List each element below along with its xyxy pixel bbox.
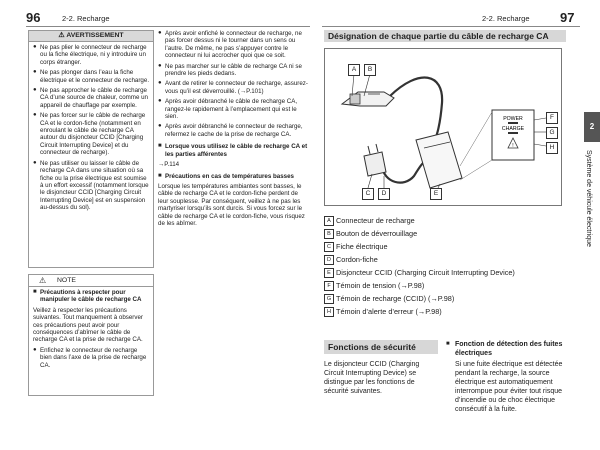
legend-item: H Témoin d’alerte d’erreur (→P.98) xyxy=(324,306,570,319)
note-content xyxy=(29,287,153,369)
middle-item: ● Avant de retirer le connecteur de recharge, assurez-vous qu’il est déverrouillé. (→P.101) xyxy=(158,80,308,95)
middle-ref-link[interactable]: →P.114 xyxy=(158,161,180,169)
note-icon: ⚠ xyxy=(39,276,47,285)
middle-item: ● Ne pas marcher sur le câble de recharge CA ni se prendre les pieds dedans. xyxy=(158,63,308,78)
legend-item: C Fiche électrique xyxy=(324,241,570,254)
chapter-tab[interactable]: 2 xyxy=(584,112,600,142)
warning-item: ● Ne pas approcher le câble de recharge CA d’une source de chaleur, comme un appareil de chauffage par exemple. xyxy=(33,87,150,109)
leader-a xyxy=(352,74,354,96)
legend-item: A Connecteur de recharge xyxy=(324,215,570,228)
middle-column xyxy=(158,30,308,227)
power-lamp xyxy=(508,122,518,124)
note-item: ● Enfichez le connecteur de recharge bien dans l’axe de la prise de recharge CA. xyxy=(33,347,150,369)
charge-label: CHARGE xyxy=(501,126,525,132)
svg-text:!: ! xyxy=(512,143,514,149)
callout-h: H xyxy=(546,142,558,154)
parts-legend xyxy=(324,215,570,319)
zoom-line-bottom xyxy=(460,160,492,180)
right-header-rule xyxy=(322,26,580,27)
left-page-number: 96 xyxy=(26,10,41,25)
legend-item: B Bouton de déverrouillage xyxy=(324,228,570,241)
leader-f xyxy=(534,118,546,120)
right-section-title: 2-2. Recharge xyxy=(482,14,530,23)
power-plug xyxy=(364,144,386,176)
legend-item: F Témoin de tension (→P.98) xyxy=(324,280,570,293)
middle-heading-cable: ■ Lorsque vous utilisez le câble de recharge CA et les parties afférentes xyxy=(158,143,308,158)
note-header xyxy=(29,275,153,287)
middle-heading-cold: ■ Précautions en cas de températures basses xyxy=(158,173,308,180)
warning-list xyxy=(29,42,153,212)
legend-item: D Cordon-fiche xyxy=(324,254,570,267)
callout-d: D xyxy=(378,188,390,200)
legend-item: G Témoin de recharge (CCID) (→P.98) xyxy=(324,293,570,306)
callout-a: A xyxy=(348,64,360,76)
ccid-box xyxy=(416,132,462,188)
middle-body-cold: Lorsque les températures ambiantes sont basses, le câble de recharge CA et le cordon-fiche perdent de leur souplesse. Par conséquent, veillez à ne pas les martyriser lorsqu’ils sont durcis. Si vous forcez sur le câble de recharge CA et le cordon-fiche, vous risquez de les abîmer. xyxy=(158,182,305,227)
warning-icon: ⚠ xyxy=(58,32,65,39)
note-subtitle: ■ Précautions à respecter pour manipuler le câble de recharge CA xyxy=(33,289,150,304)
diagram-title: Désignation de chaque partie du câble de recharge CA xyxy=(324,30,566,42)
power-label: POWER xyxy=(503,116,523,122)
leak-heading: ■ Fonction de détection des fuites électriques xyxy=(446,340,572,358)
middle-item: ● Après avoir débranché le connecteur de recharge, refermez le cache de la prise de recharge CA. xyxy=(158,123,308,138)
charging-connector xyxy=(342,92,394,106)
leak-body: Si une fuite électrique est détectée pendant la recharge, la source électrique est automatiquement interrompue pour éviter tout risque d’incendie ou de choc électrique consécutif à la fuite. xyxy=(455,361,563,413)
callout-b: B xyxy=(364,64,376,76)
note-title: NOTE xyxy=(57,277,76,284)
callout-g: G xyxy=(546,127,558,139)
cable-plug-cord xyxy=(382,158,428,183)
warning-box xyxy=(28,30,154,268)
middle-item: ● Après avoir débranché le câble de recharge CA, rangez-le rapidement à l’emplacement qui est le sien. xyxy=(158,98,308,120)
zoom-line-top xyxy=(460,112,492,166)
warning-item: ● Ne pas utiliser ou laisser le câble de recharge CA dans une situation où sa fiche ou la prise électrique est soumise à un effort excessif (notamment lorsque le disjoncteur CCID [Charging Circuit Interrupting Device] est en suspension au-dessus du sol). xyxy=(33,160,150,212)
note-body: Veillez à respecter les précautions suivantes. Tout manquement à observer ces précautions peut avoir pour conséquences d’abîmer le câble de recharge CA et la prise de recharge CA. xyxy=(33,306,143,344)
callout-f: F xyxy=(546,112,558,124)
middle-item: ● Après avoir enfiché le connecteur de recharge, ne pas forcer dessus ni le tourner dans un sens ou l’autre. De même, ne pas s’appuyer contre le connecteur ni lui accrocher quoi que ce soit. xyxy=(158,30,308,60)
left-section-title: 2-2. Recharge xyxy=(62,14,110,23)
chapter-side-label: Système de véhicule électrique xyxy=(585,150,592,247)
legend-item: E Disjoncteur CCID (Charging Circuit Interrupting Device) xyxy=(324,267,570,280)
security-title: Fonctions de sécurité xyxy=(324,340,438,354)
warning-title: AVERTISSEMENT xyxy=(66,32,124,39)
leader-h xyxy=(534,144,546,146)
ccid-indicator-panel xyxy=(492,110,534,160)
leak-section xyxy=(446,340,572,414)
security-body: Le disjoncteur CCID (Charging Circuit Interrupting Device) se distingue par les fonctions de sécurité suivantes. xyxy=(324,361,420,395)
right-page-number: 97 xyxy=(560,10,575,25)
note-box xyxy=(28,274,154,396)
left-header-rule xyxy=(26,26,310,27)
warning-item: ● Ne pas plier le connecteur de recharge ou la fiche électrique, ni y introduire un corps étranger. xyxy=(33,44,150,66)
callout-c: C xyxy=(362,188,374,200)
charge-lamp xyxy=(508,132,518,134)
warning-item: ● Ne pas plonger dans l’eau la fiche électrique et le connecteur de recharge. xyxy=(33,69,150,84)
warning-item: ● Ne pas forcer sur le câble de recharge CA et le cordon-fiche (notamment en enroulant le câble de recharge CA autour du disjoncteur CCID [Charging Circuit Interrupting Device] et du connecteur de recharge). xyxy=(33,112,150,156)
warning-header xyxy=(29,31,153,42)
callout-e: E xyxy=(430,188,442,200)
